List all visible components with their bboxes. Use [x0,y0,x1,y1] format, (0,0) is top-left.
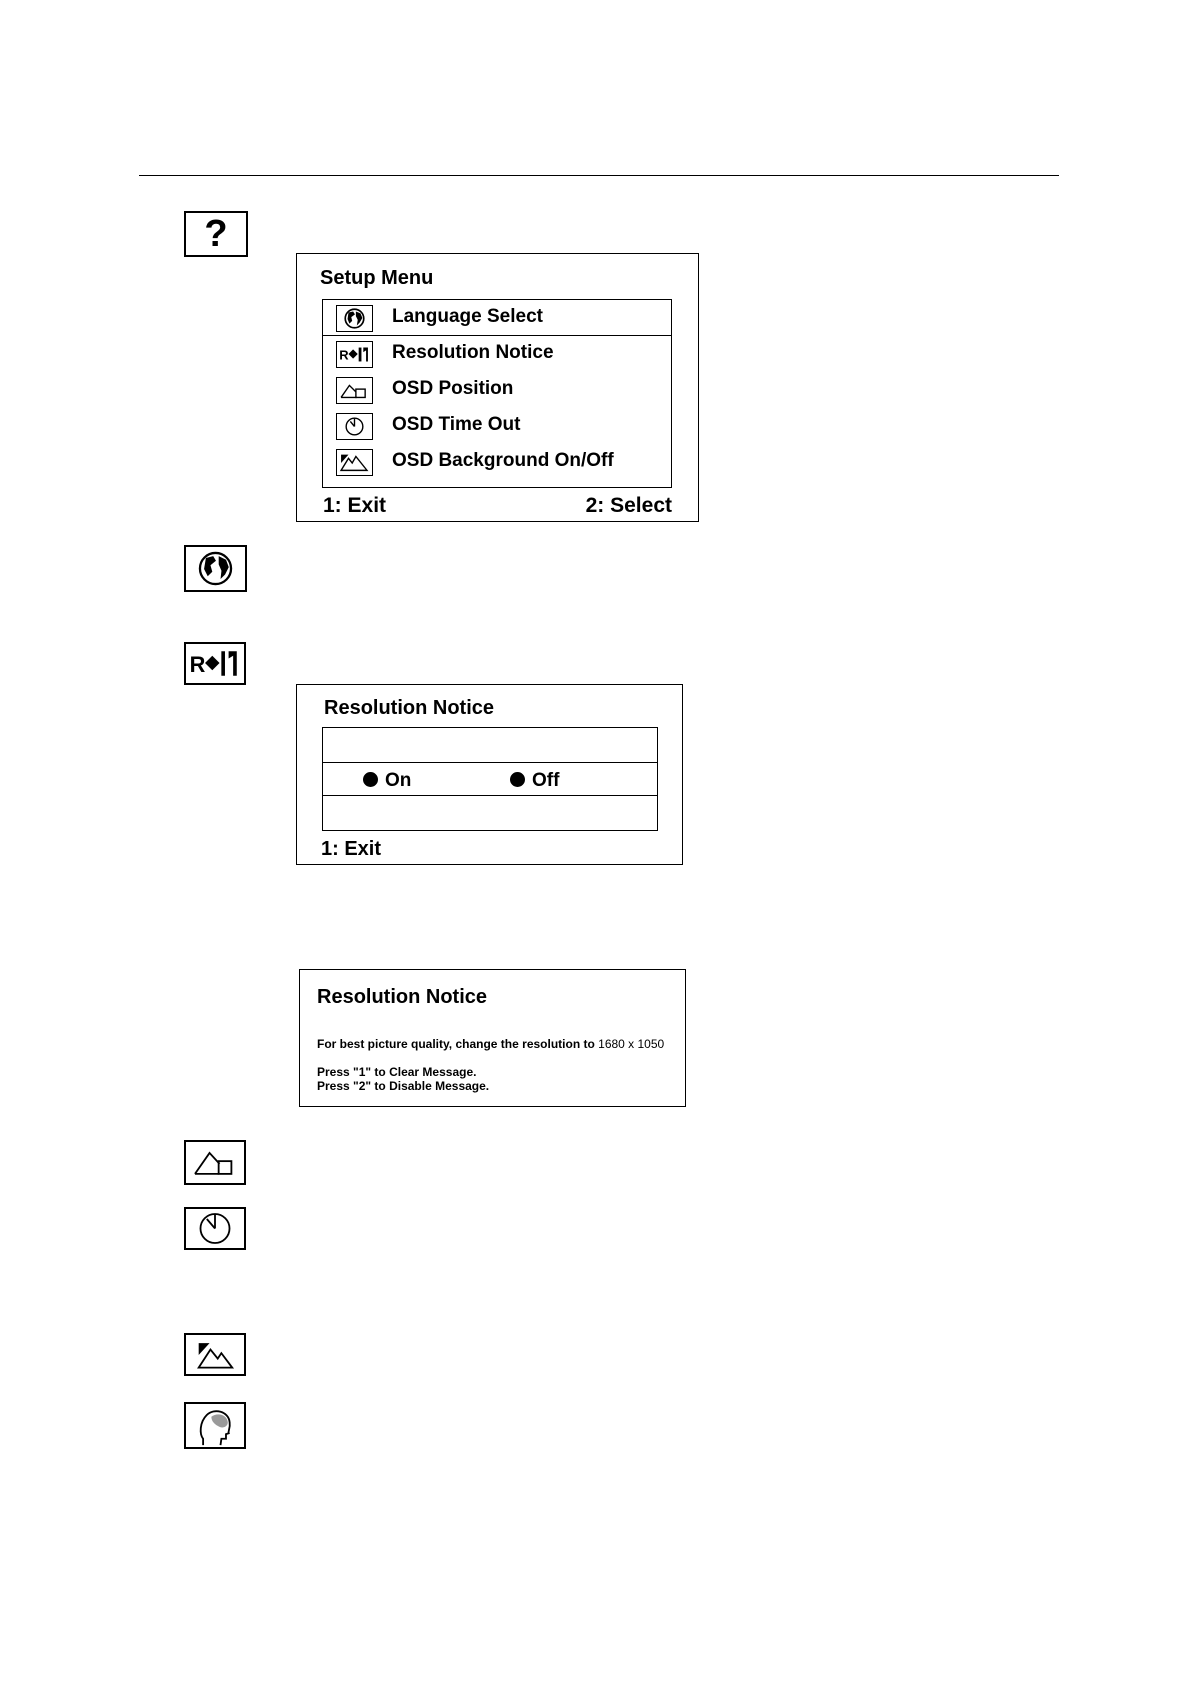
resolution-dialog-title: Resolution Notice [324,697,495,719]
background-icon [184,1333,246,1376]
setup-menu-list [322,299,672,488]
menu-item-label: OSD Background On/Off [392,450,614,471]
question-mark-icon [184,211,248,257]
resolution-notice-icon [336,341,373,368]
resolution-message-line-1: For best picture quality, change the resolution to 1680 x 1050 [317,1037,665,1051]
menu-item-label: Resolution Notice [392,342,554,363]
menu-item-osd-time-out[interactable] [323,408,671,444]
menu-item-label: Language Select [392,306,543,327]
exit-hint: 1: Exit [321,838,382,860]
resolution-option-list [322,727,658,831]
resolution-message-line-2: Press "1" to Clear Message. [317,1065,477,1079]
menu-item-language-select[interactable] [323,300,671,336]
option-off-radio[interactable] [510,770,559,792]
background-icon [336,449,373,476]
resolution-option-row [323,762,657,796]
svg-text:R: R [339,347,349,363]
resolution-notice-icon [184,642,246,685]
option-on-radio[interactable] [363,770,411,792]
exit-hint: 1: Exit [323,494,387,517]
recommended-resolution: 1680 x 1050 [598,1037,665,1051]
globe-icon [336,305,373,332]
radio-dot-icon [363,772,378,787]
option-off-label: Off [532,770,560,791]
svg-text:R: R [189,652,206,678]
menu-item-resolution-notice[interactable] [323,336,671,372]
menu-item-label: OSD Position [392,378,514,399]
resolution-message-title: Resolution Notice [317,986,488,1008]
resolution-notice-message [299,969,686,1107]
osd-position-icon [184,1140,246,1185]
clock-icon [336,413,373,440]
menu-item-osd-background[interactable] [323,444,671,480]
globe-icon [184,545,247,592]
menu-item-label: OSD Time Out [392,414,521,435]
header-rule [139,175,1059,176]
select-hint: 2: Select [585,494,672,517]
setup-menu-panel [296,253,699,522]
question-mark-glyph: ? [204,213,228,255]
option-on-label: On [385,770,412,791]
menu-item-osd-position[interactable] [323,372,671,408]
osd-position-icon [336,377,373,404]
resolution-message-line-3: Press "2" to Disable Message. [317,1079,490,1093]
setup-menu-title: Setup Menu [320,267,434,289]
clock-icon [184,1207,246,1250]
radio-dot-icon [510,772,525,787]
head-silhouette-icon [184,1402,246,1449]
resolution-notice-dialog [296,684,683,865]
